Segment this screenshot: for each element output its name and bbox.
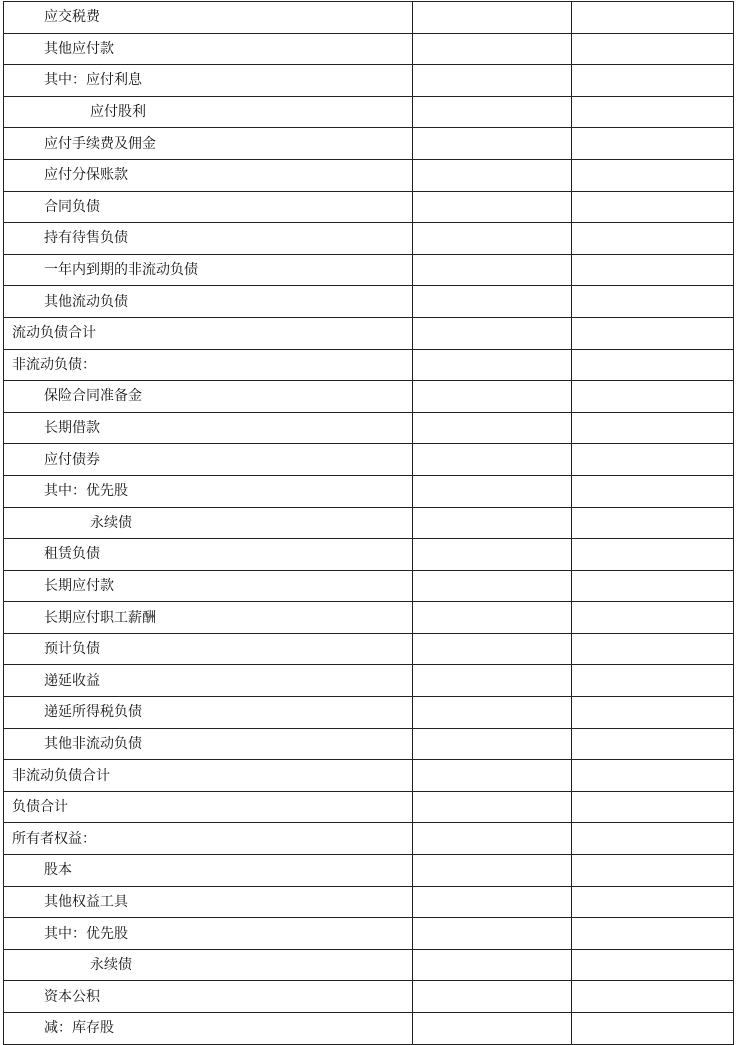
value-cell-current [413, 444, 572, 476]
value-cell-current [413, 381, 572, 413]
table-row [4, 665, 734, 697]
table-row [4, 918, 734, 950]
value-cell-current [413, 223, 572, 255]
row-label: 所有者权益： [4, 823, 413, 855]
value-cell-current [413, 475, 572, 507]
value-cell-current [413, 823, 572, 855]
row-label: 应付手续费及佣金 [4, 128, 413, 160]
value-cell-current [413, 539, 572, 571]
value-cell-prior [572, 855, 734, 887]
row-label: 其他流动负债 [4, 286, 413, 318]
value-cell-current [413, 791, 572, 823]
value-cell-current [413, 254, 572, 286]
row-label: 负债合计 [4, 791, 413, 823]
value-cell-current [413, 1013, 572, 1045]
row-label: 一年内到期的非流动负债 [4, 254, 413, 286]
value-cell-prior [572, 886, 734, 918]
value-cell-current [413, 855, 572, 887]
value-cell-prior [572, 728, 734, 760]
table-row [4, 981, 734, 1013]
value-cell-prior [572, 602, 734, 634]
value-cell-prior [572, 949, 734, 981]
value-cell-prior [572, 412, 734, 444]
row-label: 其中：应付利息 [4, 65, 413, 97]
row-label: 合同负债 [4, 191, 413, 223]
table-row [4, 697, 734, 729]
value-cell-prior [572, 507, 734, 539]
value-cell-prior [572, 539, 734, 571]
table-row [4, 760, 734, 792]
row-label: 应付分保账款 [4, 159, 413, 191]
row-label: 应付债券 [4, 444, 413, 476]
value-cell-current [413, 286, 572, 318]
table-row [4, 570, 734, 602]
value-cell-prior [572, 981, 734, 1013]
table-row [4, 539, 734, 571]
table-row [4, 444, 734, 476]
table-row [4, 349, 734, 381]
row-label: 非流动负债合计 [4, 760, 413, 792]
row-label: 其中：优先股 [4, 918, 413, 950]
value-cell-prior [572, 760, 734, 792]
row-label: 预计负债 [4, 633, 413, 665]
value-cell-current [413, 2, 572, 34]
table-row [4, 33, 734, 65]
value-cell-current [413, 33, 572, 65]
table-row [4, 191, 734, 223]
table-row [4, 317, 734, 349]
row-label: 长期应付款 [4, 570, 413, 602]
value-cell-current [413, 96, 572, 128]
value-cell-current [413, 412, 572, 444]
row-label: 递延收益 [4, 665, 413, 697]
value-cell-current [413, 728, 572, 760]
table-row [4, 475, 734, 507]
table-row [4, 1013, 734, 1045]
value-cell-prior [572, 444, 734, 476]
value-cell-current [413, 65, 572, 97]
row-label: 流动负债合计 [4, 317, 413, 349]
table-row [4, 602, 734, 634]
value-cell-prior [572, 191, 734, 223]
row-label: 应付股利 [4, 96, 413, 128]
row-label: 租赁负债 [4, 539, 413, 571]
value-cell-prior [572, 381, 734, 413]
table-row [4, 381, 734, 413]
table-row [4, 2, 734, 34]
table-body [4, 2, 734, 1045]
row-label: 长期借款 [4, 412, 413, 444]
table-row [4, 886, 734, 918]
table-row [4, 65, 734, 97]
row-label: 长期应付职工薪酬 [4, 602, 413, 634]
table-row [4, 412, 734, 444]
row-label: 减：库存股 [4, 1013, 413, 1045]
value-cell-current [413, 159, 572, 191]
row-label: 持有待售负债 [4, 223, 413, 255]
table-row [4, 286, 734, 318]
value-cell-current [413, 602, 572, 634]
value-cell-prior [572, 65, 734, 97]
value-cell-prior [572, 254, 734, 286]
value-cell-current [413, 918, 572, 950]
row-label: 其他应付款 [4, 33, 413, 65]
table-row [4, 128, 734, 160]
table-row [4, 728, 734, 760]
table-row [4, 949, 734, 981]
row-label: 永续债 [4, 949, 413, 981]
value-cell-current [413, 191, 572, 223]
value-cell-prior [572, 349, 734, 381]
row-label: 其他权益工具 [4, 886, 413, 918]
value-cell-prior [572, 223, 734, 255]
row-label: 递延所得税负债 [4, 697, 413, 729]
value-cell-current [413, 128, 572, 160]
table-row [4, 823, 734, 855]
value-cell-current [413, 949, 572, 981]
row-label: 股本 [4, 855, 413, 887]
table-row [4, 507, 734, 539]
value-cell-current [413, 886, 572, 918]
row-label: 非流动负债： [4, 349, 413, 381]
value-cell-prior [572, 317, 734, 349]
row-label: 其他非流动负债 [4, 728, 413, 760]
value-cell-current [413, 349, 572, 381]
liabilities-equity-table [3, 1, 734, 1045]
value-cell-current [413, 760, 572, 792]
row-label: 应交税费 [4, 2, 413, 34]
row-label: 永续债 [4, 507, 413, 539]
row-label: 资本公积 [4, 981, 413, 1013]
value-cell-prior [572, 33, 734, 65]
value-cell-current [413, 981, 572, 1013]
value-cell-prior [572, 475, 734, 507]
table-row [4, 791, 734, 823]
value-cell-current [413, 633, 572, 665]
value-cell-prior [572, 633, 734, 665]
value-cell-prior [572, 2, 734, 34]
row-label: 保险合同准备金 [4, 381, 413, 413]
value-cell-current [413, 317, 572, 349]
value-cell-prior [572, 665, 734, 697]
table-row [4, 855, 734, 887]
value-cell-current [413, 697, 572, 729]
table-row [4, 159, 734, 191]
row-label: 其中：优先股 [4, 475, 413, 507]
table-row [4, 96, 734, 128]
value-cell-prior [572, 128, 734, 160]
balance-sheet [3, 1, 733, 1045]
table-row [4, 633, 734, 665]
value-cell-prior [572, 159, 734, 191]
value-cell-prior [572, 96, 734, 128]
value-cell-current [413, 507, 572, 539]
value-cell-prior [572, 570, 734, 602]
value-cell-current [413, 665, 572, 697]
value-cell-current [413, 570, 572, 602]
value-cell-prior [572, 918, 734, 950]
value-cell-prior [572, 1013, 734, 1045]
value-cell-prior [572, 823, 734, 855]
value-cell-prior [572, 286, 734, 318]
table-row [4, 254, 734, 286]
value-cell-prior [572, 697, 734, 729]
table-row [4, 223, 734, 255]
value-cell-prior [572, 791, 734, 823]
